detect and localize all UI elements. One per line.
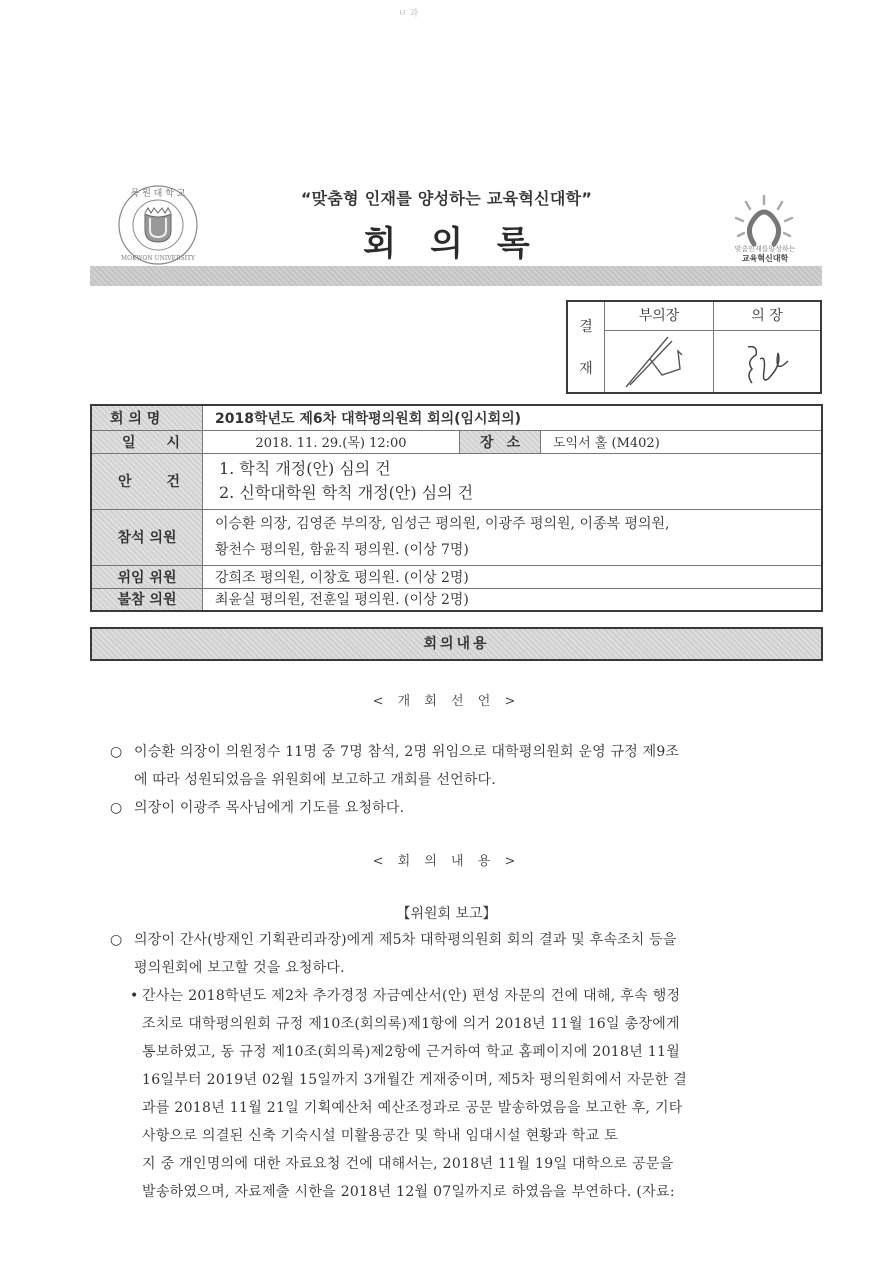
svg-text:MOKWON UNIVERSITY: MOKWON UNIVERSITY	[121, 255, 195, 262]
delegated-value: 강희조 평의원, 이창호 평의원. (이상 2명)	[203, 565, 823, 588]
bullet-line: 지 중 개인명의에 대한 자료요청 건에 대해서는, 2018년 11월 19일 대학으로 공문을	[142, 1156, 674, 1172]
bullet-line: 간사는 2018학년도 제2차 추가경정 자금예산서(안) 편성 자문의 건에 대해, 후속 행정	[142, 988, 681, 1004]
opening-heading: < 개 회 선 언 >	[372, 694, 521, 709]
row-absent	[91, 588, 822, 611]
bullet-line: 발송하였으며, 자료제출 시한을 2018년 12월 07일까지로 하였음을 부연하다. (자료:	[142, 1184, 675, 1200]
approval-label-bottom: 재	[579, 361, 593, 377]
bullet-line: 과를 2018년 11월 21일 기획예산처 예산조정과로 공문 발송하였음을 보고한 후, 기타	[142, 1100, 683, 1116]
place-label	[460, 430, 541, 453]
meeting-name-label	[91, 405, 203, 430]
document-title: 회의록	[363, 224, 564, 264]
agenda-cell	[203, 453, 823, 509]
chair-signature	[716, 331, 818, 392]
dot-bullet-icon: •	[130, 988, 139, 1004]
report-item	[110, 926, 830, 982]
absent-label: 불참 의원	[91, 588, 203, 611]
absent-value: 최윤실 평의원, 전훈일 평의원. (이상 2명)	[203, 588, 823, 611]
label-char: 시	[166, 434, 180, 451]
content-heading: < 회 의 내 용 >	[372, 854, 521, 869]
report-line: 의장이 간사(방재인 기획관리과장)에게 제5차 대학평의원회 회의 결과 및 후속조치 등을	[134, 932, 677, 948]
label-char: 장	[480, 434, 494, 451]
report-detail-bullet	[130, 982, 830, 1206]
agenda-label	[91, 453, 203, 509]
bullet-line: 조치로 대학평의원회 규정 제10조(회의록)제1항에 의거 2018년 11월 16일 총장에게	[142, 1016, 680, 1032]
svg-text:목 원 대 학 교: 목 원 대 학 교	[130, 189, 186, 199]
row-meeting-name	[91, 405, 822, 430]
datetime-value: 2018. 11. 29.(목) 12:00	[203, 430, 460, 453]
approval-label-column	[568, 302, 605, 392]
attendees-label: 참석 의원	[91, 509, 203, 565]
meeting-info-table	[90, 404, 823, 612]
opening-line: 이승환 의장이 의원정수 11명 중 7명 참석, 2명 위임으로 대학평의원회 운영 규정 제9조	[134, 744, 680, 760]
vice-chair-header: 부의장	[605, 302, 713, 331]
report-heading: 【위원회 보고】	[396, 906, 497, 922]
row-agenda	[91, 453, 822, 509]
attendees-line: 황천수 평의원, 함윤직 평의원. (이상 7명)	[215, 542, 469, 558]
bullet-line: 사항으로 의결된 신축 기숙시설 미활용공간 및 학내 임대시설 현황과 학교 토	[142, 1128, 619, 1144]
place-value: 도익서 홀 (M402)	[541, 430, 823, 453]
agenda-item: 2. 신학대학원 학칙 개정(안) 심의 건	[219, 483, 474, 502]
meeting-name-value: 2018학년도 제6차 대학평의원회 회의(임시회의)	[203, 405, 823, 430]
chair-header: 의 장	[714, 302, 820, 331]
label-char: 건	[166, 474, 180, 490]
opening-line: 의장이 이광주 목사님에게 기도를 요청하다.	[134, 800, 405, 816]
right-logo-line1: 맞춤인재를양성하는	[734, 245, 796, 253]
circle-bullet-icon: ○	[110, 800, 123, 816]
scan-mark: ㅂ 과	[398, 9, 419, 19]
vice-chair-signature	[608, 331, 710, 392]
datetime-label	[91, 430, 203, 453]
attendees-cell	[203, 509, 823, 565]
row-delegated	[91, 565, 822, 588]
row-datetime	[91, 430, 822, 453]
section-title-box: 회의내용	[90, 627, 823, 661]
circle-bullet-icon: ○	[110, 932, 123, 948]
bullet-line: 통보하였고, 동 규정 제10조(회의록)제2항에 근거하여 학교 홈페이지에 2018년 11월	[142, 1044, 681, 1060]
opening-item	[110, 794, 830, 822]
agenda-item: 1. 학칙 개정(안) 심의 건	[219, 459, 391, 478]
slogan: “맞춤형 인재를 양성하는 교육혁신대학”	[300, 189, 593, 208]
row-attendees	[91, 509, 822, 565]
circle-bullet-icon: ○	[110, 744, 123, 760]
opening-line: 에 따라 성원되었음을 위원회에 보고하고 개회를 선언하다.	[134, 772, 496, 788]
bullet-line: 16일부터 2019년 02월 15일까지 3개월간 게재중이며, 제5차 평의원회에서 자문한 결	[142, 1072, 688, 1088]
header-band	[90, 266, 822, 286]
approval-box	[566, 300, 822, 394]
opening-item	[110, 738, 830, 794]
report-line: 평의원회에 보고할 것을 요청하다.	[134, 960, 345, 976]
label-char: 안	[118, 474, 132, 490]
label-char: 소	[506, 434, 520, 451]
label-char: 일	[122, 434, 136, 451]
approval-label-top: 결	[579, 319, 593, 335]
right-logo-line2: 교육혁신대학	[741, 254, 789, 263]
label-text: 회 의 명	[110, 410, 161, 427]
delegated-label: 위임 위원	[91, 565, 203, 588]
attendees-line: 이승환 의장, 김영준 부의장, 임성근 평의원, 이광주 평의원, 이종복 평의원,	[215, 516, 670, 532]
